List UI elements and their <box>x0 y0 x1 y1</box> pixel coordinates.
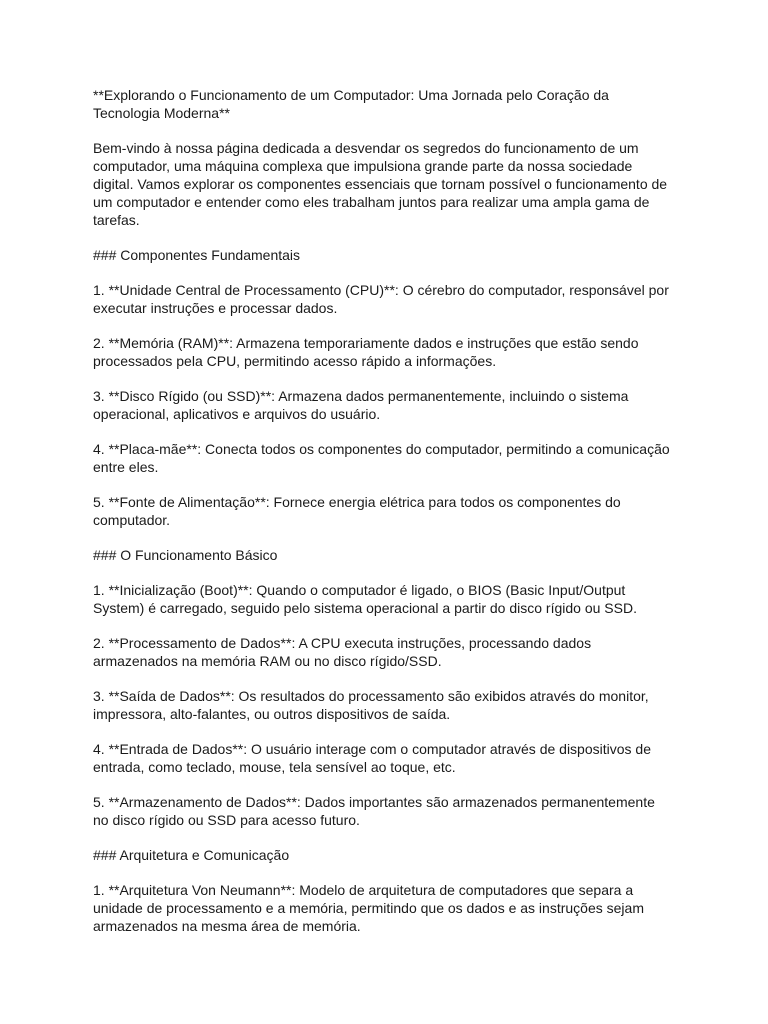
list-item: 4. **Placa-mãe**: Conecta todos os componentes do computador, permitindo a comunicação entre eles. <box>93 441 670 475</box>
list-item: 3. **Saída de Dados**: Os resultados do processamento são exibidos através do monitor, impressora, alto-falantes, ou outros dispositivos de saída. <box>93 688 649 722</box>
intro-paragraph: Bem-vindo à nossa página dedicada a desvendar os segredos do funcionamento de um computador, uma máquina complexa que impulsiona grande parte da nossa sociedade digital. Vamos explorar os componentes essenciais que tornam possível o funcionamento de um computador e entender como eles trabalham juntos para realizar uma ampla gama de tarefas. <box>93 140 668 228</box>
list-item: 4. **Entrada de Dados**: O usuário interage com o computador através de dispositivos de entrada, como teclado, mouse, tela sensível ao toque, etc. <box>93 741 651 775</box>
list-item: 2. **Processamento de Dados**: A CPU executa instruções, processando dados armazenados na memória RAM ou no disco rígido/SSD. <box>93 635 592 669</box>
list-item: 1. **Arquitetura Von Neumann**: Modelo de arquitetura de computadores que separa a unidade de processamento e a memória, permitindo que os dados e as instruções sejam armazenados na mesma área de memória. <box>93 882 644 934</box>
document-page <box>93 86 673 952</box>
section-heading-funcionamento: ### O Funcionamento Básico <box>93 547 278 563</box>
section-heading-arquitetura: ### Arquitetura e Comunicação <box>93 847 290 863</box>
list-item: 1. **Inicialização (Boot)**: Quando o computador é ligado, o BIOS (Basic Input/Output System) é carregado, seguido pelo sistema operacional a partir do disco rígido ou SSD. <box>93 582 637 616</box>
list-item: 2. **Memória (RAM)**: Armazena temporariamente dados e instruções que estão sendo processados pela CPU, permitindo acesso rápido a informações. <box>93 335 639 369</box>
list-item: 1. **Unidade Central de Processamento (CPU)**: O cérebro do computador, responsável por executar instruções e processar dados. <box>93 282 669 316</box>
list-item: 5. **Fonte de Alimentação**: Fornece energia elétrica para todos os componentes do computador. <box>93 494 621 528</box>
list-item: 5. **Armazenamento de Dados**: Dados importantes são armazenados permanentemente no disco rígido ou SSD para acesso futuro. <box>93 794 655 828</box>
list-item: 3. **Disco Rígido (ou SSD)**: Armazena dados permanentemente, incluindo o sistema operacional, aplicativos e arquivos do usuário. <box>93 388 629 422</box>
section-heading-componentes: ### Componentes Fundamentais <box>93 247 301 263</box>
document-title: **Explorando o Funcionamento de um Computador: Uma Jornada pelo Coração da Tecnologia Moderna** <box>93 87 609 121</box>
